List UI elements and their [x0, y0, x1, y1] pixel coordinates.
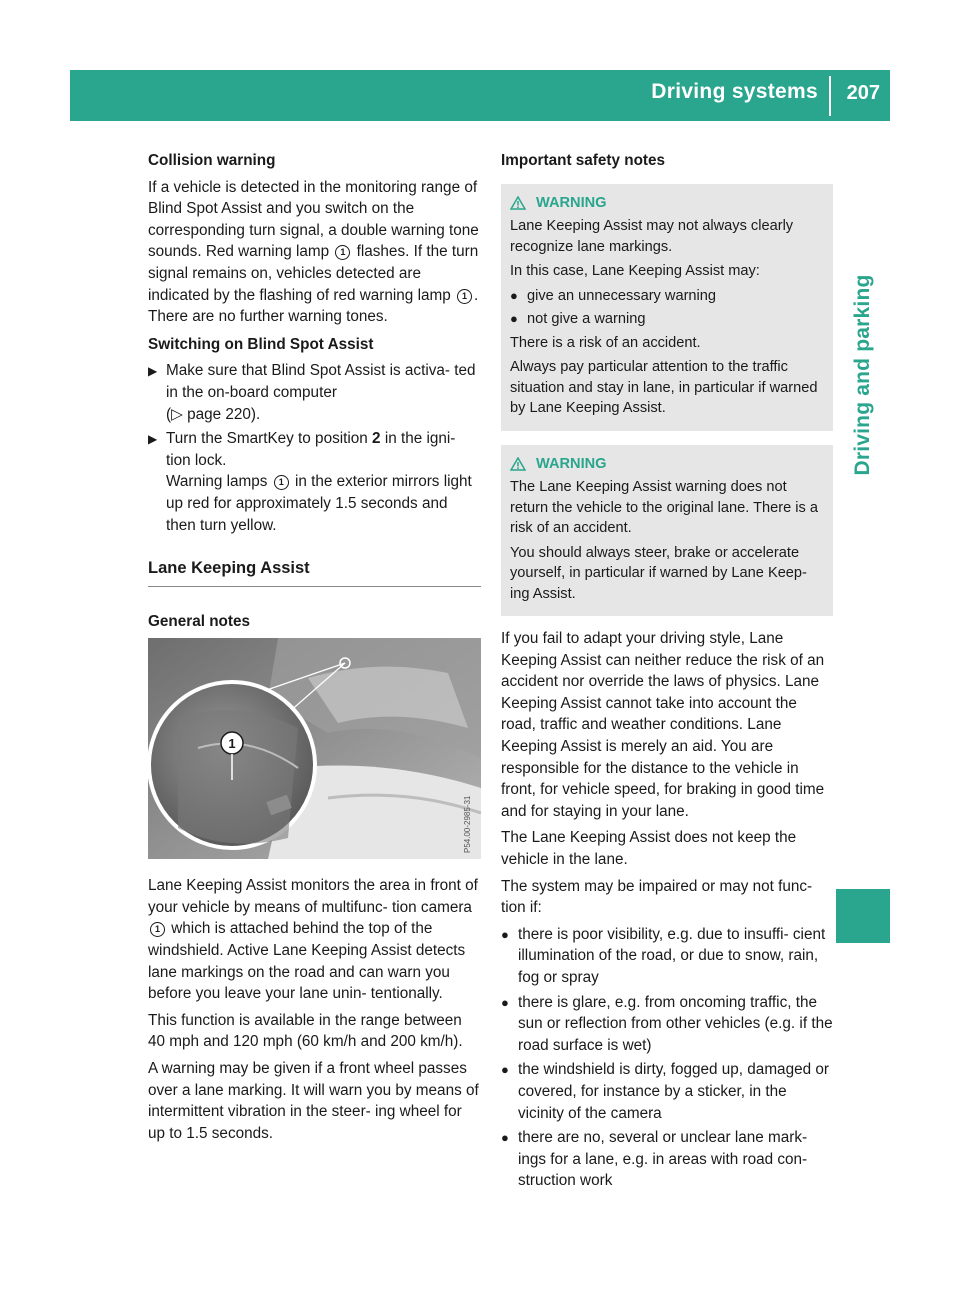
- header-bar: [70, 70, 890, 121]
- list-item: [501, 1127, 833, 1192]
- warning1-text-4: Always pay particular attention to the traffic situation and stay in lane, in particular if warned by Lane Keeping Assist.: [510, 359, 818, 417]
- warning1-text-1: Lane Keeping Assist may not always clearly recognize lane markings.: [510, 218, 794, 255]
- section-title: Driving systems: [651, 80, 818, 103]
- warning1-text-3: There is a risk of an accident.: [510, 334, 701, 351]
- callout-1-icon: 1: [335, 245, 350, 260]
- lka-text-1: Lane Keeping Assist monitors the area in front of your vehicle by means of multifunc- tion camera: [148, 877, 478, 916]
- warning-title-text: WARNING: [536, 455, 607, 472]
- list-item: [510, 286, 825, 307]
- collision-heading: Collision warning: [148, 152, 276, 169]
- bullet-icon: ●: [501, 926, 509, 942]
- step2-line2: Warning lamps: [166, 473, 268, 491]
- warning-title: [510, 193, 825, 214]
- page-number: 207: [846, 82, 880, 104]
- side-tab-label: Driving and parking: [851, 274, 874, 476]
- callout-1-icon: 1: [457, 289, 472, 304]
- lka-paragraph-1: [148, 875, 481, 1005]
- callout-1-icon: 1: [274, 475, 289, 490]
- left-column: [148, 150, 481, 1149]
- step2-text-after: in the igni- tion lock.: [166, 430, 456, 469]
- step-arrow-icon: ▶: [148, 364, 158, 379]
- bullet-icon: ●: [501, 1130, 509, 1146]
- safety-paragraph-3: The system may be impaired or may not func- tion if:: [501, 877, 813, 917]
- warning2-text-1: The Lane Keeping Assist warning does not return the vehicle to the original lane. There is a risk of an accident.: [510, 479, 819, 537]
- figure-code: P54.00-2985-31: [463, 795, 472, 854]
- page-reference: (▷ page 220).: [166, 405, 261, 423]
- bullet-text: not give a warning: [527, 311, 646, 328]
- collision-text-3: . There are no further warning tones.: [148, 286, 479, 326]
- lka-paragraph-2: This function is available in the range between 40 mph and 120 mph (60 km/h and 200 km/h).: [148, 1011, 463, 1051]
- step2-line2-after: in the exterior mirrors light up red for approximately 1.5 seconds and then turn yellow.: [166, 473, 472, 534]
- bullet-icon: ●: [501, 994, 509, 1010]
- warning-triangle-icon: [510, 457, 526, 471]
- figure-callout-number: 1: [228, 736, 236, 752]
- side-tab-marker: [836, 889, 890, 943]
- list-item: [510, 309, 825, 330]
- lka-paragraph-3: A warning may be given if a front wheel passes over a lane marking. It will warn you by means of intermittent vibration in the steer- ing wheel for up to 1.5 seconds.: [148, 1060, 479, 1142]
- bullet-icon: ●: [501, 1062, 509, 1078]
- bullet-text: there is glare, e.g. from oncoming traffic, the sun or reflection from other vehicles (e.g. if the road surface is wet): [518, 993, 833, 1054]
- switching-heading: Switching on Blind Spot Assist: [148, 335, 374, 353]
- warning2-text-2: You should always steer, brake or accelerate yourself, in particular if warned by Lane Keep- ing Assist.: [510, 544, 807, 602]
- bullet-icon: ●: [510, 311, 518, 327]
- list-item: [501, 924, 833, 989]
- windshield-camera-illustration: [148, 638, 481, 859]
- warning1-text-2: In this case, Lane Keeping Assist may:: [510, 263, 760, 280]
- safety-paragraph-1: If you fail to adapt your driving style, Lane Keeping Assist can neither reduce the risk of an accident nor override the laws of physics. Lane Keeping Assist cannot take into account the road, traffic and weather conditions. Lane Keeping Assist is merely an aid. You are responsible for the distance to the vehicle in front, for vehicle speed, for braking in good time and for staying in your lane.: [501, 630, 825, 820]
- step1-text: Make sure that Blind Spot Assist is activa- ted in the on-board computer: [166, 362, 476, 401]
- bullet-text: there is poor visibility, e.g. due to insuffi- cient illumination of the road, or due to snow, rain, fog or spray: [518, 925, 826, 986]
- step-arrow-icon: ▶: [148, 432, 158, 447]
- instruction-step: [148, 360, 481, 425]
- camera-figure: [148, 638, 481, 859]
- callout-1-icon: 1: [150, 922, 165, 937]
- collision-text-2: flashes. If the turn signal remains on, vehicles detected are indicated by the flashing of red warning lamp: [148, 243, 479, 304]
- warning-box-2: [501, 445, 833, 617]
- header-divider: [829, 76, 831, 116]
- warning-title: [510, 454, 825, 475]
- collision-text-1: If a vehicle is detected in the monitoring range of Blind Spot Assist and you switch on the corresponding turn signal, a double warning tone sounds. Red warning lamp: [148, 178, 479, 261]
- warning-title-text: WARNING: [536, 194, 607, 211]
- list-item: [501, 992, 833, 1057]
- safety-heading: Important safety notes: [501, 152, 666, 169]
- right-column: [501, 150, 833, 1195]
- instruction-step: [148, 428, 481, 536]
- lka-text-2: which is attached behind the top of the windshield. Active Lane Keeping Assist detects lane markings on the road and can warn you before you leave your lane unin- tentionally.: [148, 920, 466, 1003]
- warning-triangle-icon: [510, 196, 526, 210]
- collision-paragraph: [148, 177, 481, 328]
- warning-box-1: [501, 184, 833, 431]
- bullet-icon: ●: [510, 287, 518, 303]
- step2-text: Turn the SmartKey to position: [166, 430, 368, 448]
- step2-position: 2: [372, 430, 381, 448]
- bullet-text: give an unnecessary warning: [527, 287, 717, 304]
- list-item: [501, 1059, 833, 1124]
- lka-heading: Lane Keeping Assist: [148, 558, 481, 587]
- safety-paragraph-2: The Lane Keeping Assist does not keep the vehicle in the lane.: [501, 829, 797, 869]
- bullet-text: there are no, several or unclear lane mark- ings for a lane, e.g. in areas with road con- struction work: [518, 1129, 808, 1190]
- bullet-text: the windshield is dirty, fogged up, damaged or covered, for instance by a sticker, in the vicinity of the camera: [518, 1061, 829, 1122]
- general-notes-heading: General notes: [148, 612, 251, 630]
